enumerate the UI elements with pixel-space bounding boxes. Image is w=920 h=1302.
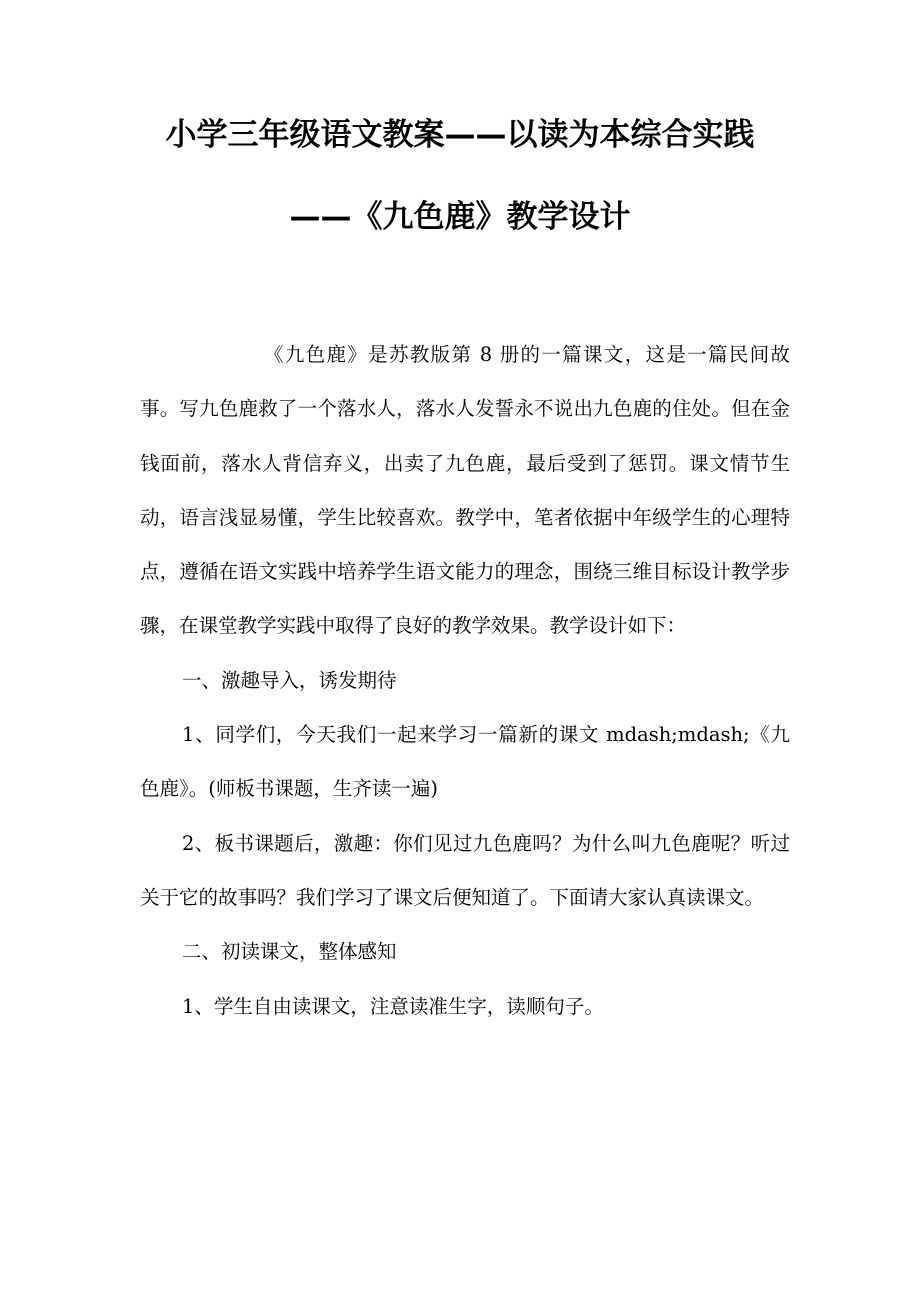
document-title-line-1: 小学三年级语文教案——以读为本综合实践 [165,117,755,153]
section-heading-2: 二、初读课文，整体感知 [182,940,397,964]
step-paragraph-2-1: 1、学生自由读课文，注意读准生字，读顺句子。 [182,994,604,1018]
intro-paragraph: 《九色鹿》是苏教版第 8 册的一篇课文，这是一篇民间故事。写九色鹿救了一个落水人，落水人发誓永不说出九色鹿的住处。但在金钱面前，落水人背信弃义，出卖了九色鹿，最后受到了惩罚。课文情节生动，语言浅显易懂，学生比较喜欢。教学中，笔者依据中年级学生的心理特点，遵循在语文实践中培养学生语文能力的理念，围绕三维目标设计教学步骤，在课堂教学实践中取得了良好的教学效果。教学设计如下： [140,343,790,638]
step-paragraph-1-2: 2、板书课题后，激趣：你们见过九色鹿吗？为什么叫九色鹿呢？听过关于它的故事吗？我们学习了课文后便知道了。下面请大家认真读课文。 [140,831,790,909]
document-body [140,328,790,1034]
document-title-line-2: ——《九色鹿》教学设计 [289,199,631,235]
section-heading-1: 一、激趣导入，诱发期待 [182,668,397,692]
step-paragraph-1-1: 1、同学们，今天我们一起来学习一篇新的课文 mdash;mdash;《九色鹿》。(师板书课题，生齐读一遍) [140,723,790,801]
